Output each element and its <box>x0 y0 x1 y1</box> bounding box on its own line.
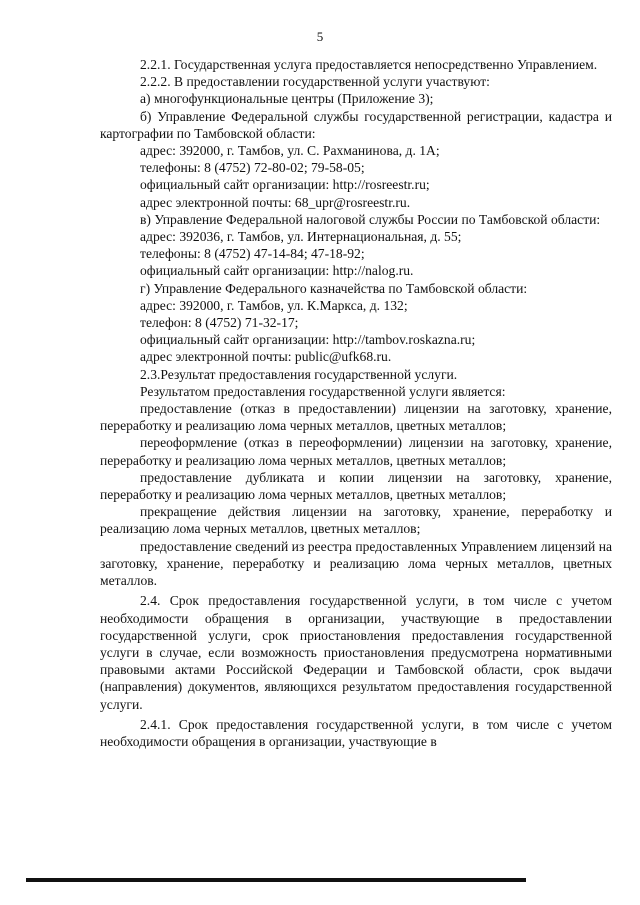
phone-line: телефоны: 8 (4752) 47-14-84; 47-18-92; <box>140 246 365 262</box>
phone-line: телефоны: 8 (4752) 72-80-02; 79-58-05; <box>140 160 365 176</box>
paragraph-2-2-1: 2.2.1. Государственная услуга предоставляется непосредственно Управлением. <box>140 57 598 72</box>
website-line: официальный сайт организации: http://nalog.ru. <box>140 263 414 279</box>
list-item-b: б) Управление Федеральной службы государственной регистрации, кадастра и картографии по Тамбовской области: <box>100 108 612 141</box>
footer-rule <box>26 878 526 882</box>
email-line: адрес электронной почты: 68_upr@rosreestr.ru. <box>140 194 411 210</box>
website-line: официальный сайт организации: http://rosreestr.ru; <box>140 177 430 193</box>
email-line: адрес электронной почты: public@ufk68.ru. <box>140 349 392 365</box>
paragraph-2-2-2: 2.2.2. В предоставлении государственной услуги участвуют: <box>140 74 490 90</box>
section-2-3-heading: 2.3.Результат предоставления государственной услуги. <box>140 366 458 382</box>
page-number: 5 <box>316 29 324 44</box>
result-item: переоформление (отказ в переоформлении) лицензии на заготовку, хранение, переработку и реализацию лома черных металлов, цветных металлов; <box>100 435 612 468</box>
result-item: прекращение действия лицензии на заготовку, хранение, переработку и реализацию лома черных металлов, цветных металлов; <box>100 504 612 537</box>
list-item-v: в) Управление Федеральной налоговой службы России по Тамбовской области: <box>140 211 601 227</box>
phone-line: телефон: 8 (4752) 71-32-17; <box>140 315 299 331</box>
document-body <box>100 56 612 750</box>
address-line: адрес: 392000, г. Тамбов, ул. С. Рахманинова, д. 1А; <box>140 143 440 159</box>
result-item: предоставление дубликата и копии лицензии на заготовку, хранение, переработку и реализацию лома черных металлов, цветных металлов; <box>100 469 612 503</box>
website-line: официальный сайт организации: http://tambov.roskazna.ru; <box>140 332 476 348</box>
list-item-g: г) Управление Федерального казначейства по Тамбовской области: <box>140 280 528 296</box>
result-intro: Результатом предоставления государственной услуги является: <box>140 383 506 399</box>
address-line: адрес: 392036, г. Тамбов, ул. Интернациональная, д. 55; <box>140 229 462 245</box>
result-item: предоставление (отказ в предоставлении) лицензии на заготовку, хранение, переработку и реализацию лома черных металлов, цветных металлов; <box>100 401 612 434</box>
address-line: адрес: 392000, г. Тамбов, ул. К.Маркса, д. 132; <box>140 297 408 313</box>
list-item-a: а) многофункциональные центры (Приложение 3); <box>140 91 434 107</box>
section-2-4: 2.4. Срок предоставления государственной услуги, в том числе с учетом необходимости обращения в организации, участвующие в предоставлении государственной услуги, срок приостановления предоставления государственной услуги в случае, если возможность приостановления предусмотрена нормативными правовыми актами Российской Федерации и Тамбовской области, срок выдачи (направления) документов, являющихся результатом предоставления государственной услуги. <box>100 593 612 712</box>
result-item: предоставление сведений из реестра предоставленных Управлением лицензий на заготовку, хранение, переработку и реализацию лома черных металлов, цветных металлов. <box>100 538 612 589</box>
section-2-4-1: 2.4.1. Срок предоставления государственной услуги, в том числе с учетом необходимости обращения в организации, участвующие в <box>100 716 612 749</box>
